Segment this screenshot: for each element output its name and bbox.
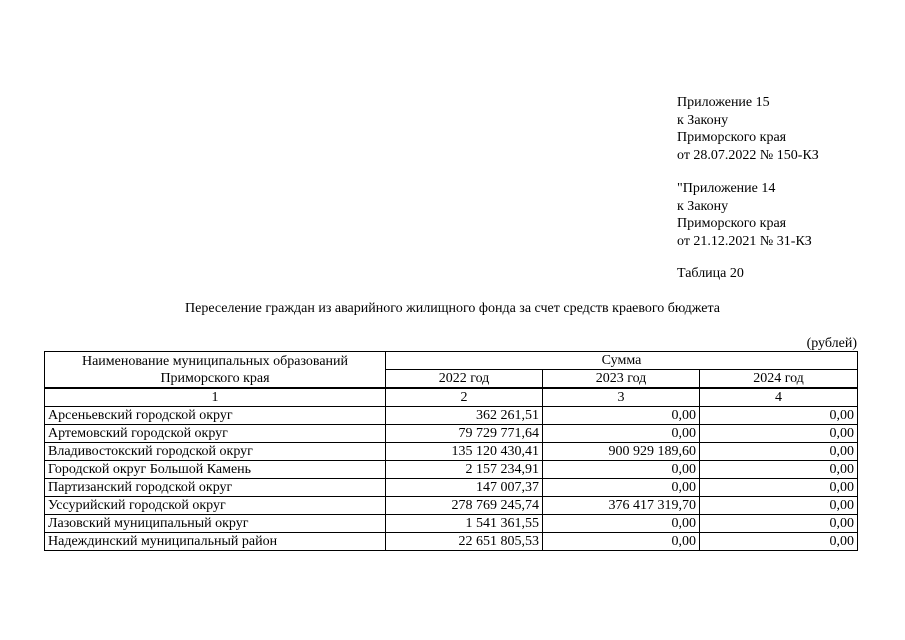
law-ref-line: к Закону: [677, 198, 729, 214]
municipality-column-header: [45, 352, 386, 389]
document-title: Переселение граждан из аварийного жилищного фонда за счет средств краевого бюджета: [185, 301, 720, 316]
law-date-number: от 21.12.2021 № 31-КЗ: [677, 233, 812, 249]
column-number: 3: [543, 388, 700, 407]
units-label: (рублей): [806, 336, 857, 351]
municipality-name: Уссурийский городской округ: [45, 497, 386, 515]
table-row: [45, 461, 858, 479]
table-row: [45, 497, 858, 515]
table-row: [45, 479, 858, 497]
year-header: 2022 год: [386, 370, 543, 389]
municipality-name: Надеждинский муниципальный район: [45, 533, 386, 551]
law-reference-amended: [677, 180, 812, 250]
amount-2023: 0,00: [543, 479, 700, 497]
municipality-name: Городской округ Большой Камень: [45, 461, 386, 479]
amount-2024: 0,00: [700, 443, 858, 461]
year-header: 2024 год: [700, 370, 858, 389]
column-number: 4: [700, 388, 858, 407]
amount-2023: 0,00: [543, 425, 700, 443]
amount-2023: 0,00: [543, 407, 700, 425]
table-row: [45, 443, 858, 461]
amount-2024: 0,00: [700, 407, 858, 425]
amount-2023: 376 417 319,70: [543, 497, 700, 515]
budget-table: [44, 351, 858, 551]
table-row: [45, 407, 858, 425]
region-line: Приморского края: [677, 216, 787, 231]
column-number-row: [45, 388, 858, 407]
amount-2022: 22 651 805,53: [386, 533, 543, 551]
table-row: [45, 515, 858, 533]
amount-2023: 900 929 189,60: [543, 443, 700, 461]
law-ref-line: к Закону: [677, 112, 729, 128]
table-number: Таблица 20: [677, 266, 744, 281]
amount-2022: 1 541 361,55: [386, 515, 543, 533]
header-line: Наименование муниципальных образований: [81, 353, 349, 369]
table-header-row: [45, 352, 858, 370]
amount-2023: 0,00: [543, 461, 700, 479]
amount-2023: 0,00: [543, 533, 700, 551]
amount-2024: 0,00: [700, 479, 858, 497]
region-line: Приморского края: [677, 130, 787, 145]
amount-2024: 0,00: [700, 533, 858, 551]
column-number: 1: [45, 388, 386, 407]
municipality-name: Партизанский городской округ: [45, 479, 386, 497]
year-header: 2023 год: [543, 370, 700, 389]
sum-header: Сумма: [386, 352, 858, 370]
amount-2023: 0,00: [543, 515, 700, 533]
municipality-name: Артемовский городской округ: [45, 425, 386, 443]
appendix-number: Приложение 15: [677, 95, 770, 110]
amount-2024: 0,00: [700, 515, 858, 533]
amount-2022: 2 157 234,91: [386, 461, 543, 479]
amount-2024: 0,00: [700, 425, 858, 443]
law-reference-current: [677, 94, 819, 164]
amount-2022: 147 007,37: [386, 479, 543, 497]
amount-2022: 135 120 430,41: [386, 443, 543, 461]
table-row: [45, 533, 858, 551]
amount-2022: 79 729 771,64: [386, 425, 543, 443]
municipality-name: Владивостокский городской округ: [45, 443, 386, 461]
municipality-name: Лазовский муниципальный округ: [45, 515, 386, 533]
amount-2024: 0,00: [700, 497, 858, 515]
amount-2022: 362 261,51: [386, 407, 543, 425]
header-line: Приморского края: [160, 370, 270, 386]
amount-2024: 0,00: [700, 461, 858, 479]
amount-2022: 278 769 245,74: [386, 497, 543, 515]
municipality-name: Арсеньевский городской округ: [45, 407, 386, 425]
column-number: 2: [386, 388, 543, 407]
appendix-number: "Приложение 14: [677, 181, 776, 196]
table-row: [45, 425, 858, 443]
law-date-number: от 28.07.2022 № 150-КЗ: [677, 147, 819, 163]
